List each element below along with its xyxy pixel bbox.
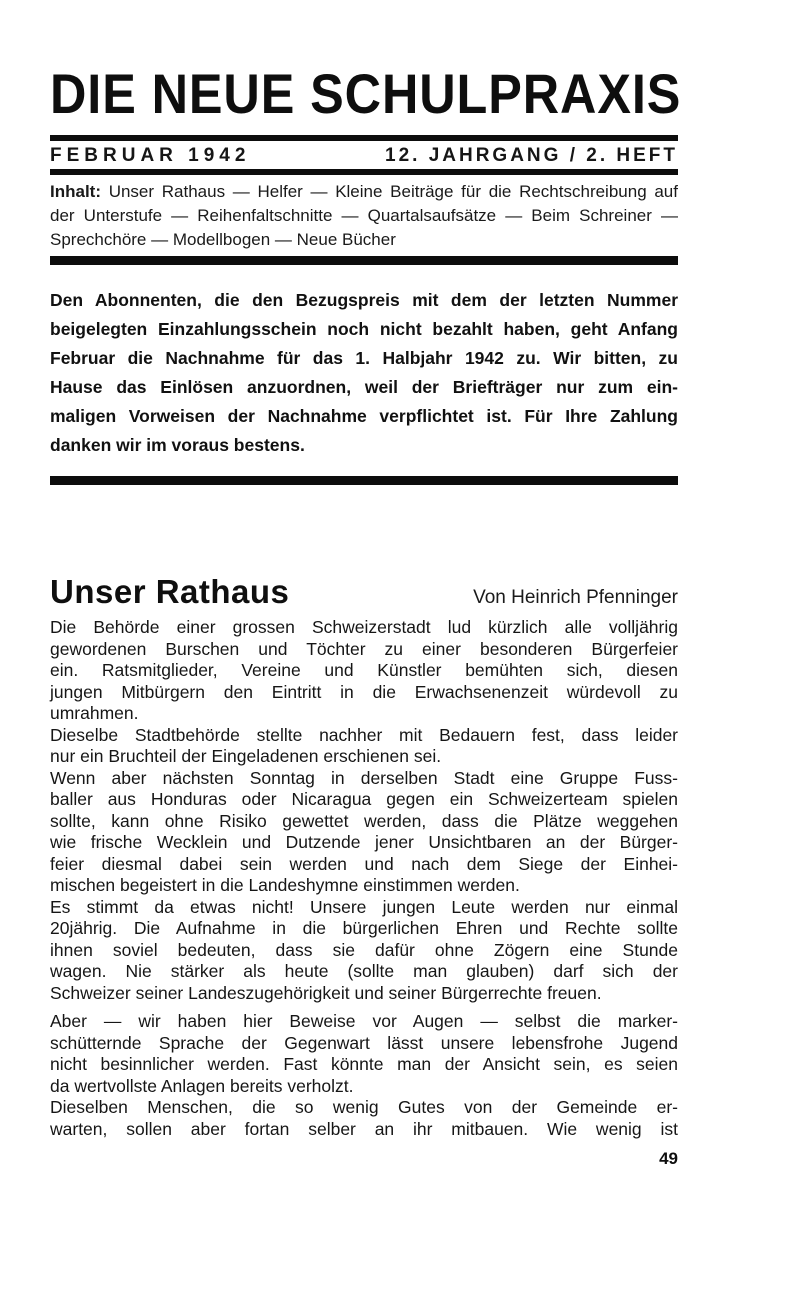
paragraph bbox=[50, 768, 678, 897]
notice-line: maligen Vorweisen der Nachnahme verpflichtet ist. Für Ihre Zahlung bbox=[50, 406, 678, 426]
article-line: ihnen soviel bedeuten, dass sie dafür ohne Zögern eine Stunde bbox=[50, 939, 678, 960]
article-line: Dieselbe Stadtbehörde stellte nachher mit Bedauern fest, dass leider bbox=[50, 724, 678, 745]
table-of-contents bbox=[50, 180, 678, 252]
article-line: sollte, kann ohne Risiko gewettet werden, dass die Plätze weggehen bbox=[50, 810, 678, 831]
article-line: Aber — wir haben hier Beweise vor Augen — selbst die marker- bbox=[50, 1011, 678, 1031]
notice-line: Februar die Nachnahme für das 1. Halbjahr 1942 zu. Wir bitten, zu bbox=[50, 348, 678, 368]
article-line: umrahmen. bbox=[50, 703, 139, 723]
paragraph bbox=[50, 617, 678, 725]
notice-line: Den Abonnenten, die den Bezugspreis mit dem der letzten Nummer bbox=[50, 290, 678, 310]
notice-line: danken wir im voraus bestens. bbox=[50, 435, 305, 455]
divider-under-issue-row bbox=[50, 169, 678, 175]
toc-line: Sprechchöre — Modellbogen — Neue Bücher bbox=[50, 230, 396, 249]
toc-line: der Unterstufe — Reihenfaltschnitte — Quartalsaufsätze — Beim Schreiner — bbox=[50, 206, 678, 225]
paragraph bbox=[50, 1097, 678, 1140]
toc-label: Inhalt: bbox=[50, 182, 101, 201]
divider-under-toc bbox=[50, 256, 678, 265]
article-title: Unser Rathaus bbox=[50, 573, 290, 610]
article-line: Schweizer seiner Landeszugehörigkeit und seiner Bürgerrechte freuen. bbox=[50, 982, 602, 1003]
divider-under-notice bbox=[50, 476, 678, 485]
article-line: nur ein Bruchteil der Eingeladenen erschienen sei. bbox=[50, 746, 442, 766]
subscription-notice bbox=[50, 286, 678, 460]
divider-under-title bbox=[50, 135, 678, 141]
article-line: jungen Mitbürgern den Eintritt in die Erwachsenenzeit würdevoll zu bbox=[50, 681, 678, 702]
magazine-title: DIE NEUE SCHULPRAXIS bbox=[50, 62, 682, 125]
article-line: nicht besinnlicher werden. Fast könnte man der Ansicht sein, es seien bbox=[50, 1054, 678, 1074]
toc-line-text: Unser Rathaus — Helfer — Kleine Beiträge für die Rechtschreibung auf bbox=[108, 182, 678, 201]
article-line: Es stimmt da etwas nicht! Unsere jungen Leute werden nur einmal bbox=[50, 896, 678, 917]
article-line: wagen. Nie stärker als heute (sollte man glauben) darf sich der bbox=[50, 961, 678, 981]
article-line: wie frische Wecklein und Dutzende jener Unsichtbaren an der Bürger- bbox=[50, 832, 678, 852]
toc-line bbox=[50, 180, 678, 204]
article-line: ein. Ratsmitglieder, Vereine und Künstler bemühten sich, diesen bbox=[50, 660, 678, 680]
article-line: gewordenen Burschen und Töchter zu einer besonderen Bürgerfeier bbox=[50, 638, 678, 659]
article-header bbox=[50, 573, 678, 611]
article-line: Wenn aber nächsten Sonntag in derselben Stadt eine Gruppe Fuss- bbox=[50, 767, 678, 788]
notice-line: Hause das Einlösen anzuordnen, weil der Briefträger nur zum ein- bbox=[50, 377, 678, 397]
article-line: schütternde Sprache der Gegenwart lässt unsere lebensfrohe Jugend bbox=[50, 1032, 678, 1053]
page-number: 49 bbox=[659, 1149, 678, 1168]
notice-line: beigelegten Einzahlungsschein noch nicht bezahlt haben, geht Anfang bbox=[50, 319, 678, 339]
magazine-page bbox=[50, 62, 682, 1169]
article-byline: Von Heinrich Pfenninger bbox=[473, 587, 678, 608]
article-line: Die Behörde einer grossen Schweizerstadt lud kürzlich alle volljährig bbox=[50, 617, 678, 637]
article-line: Dieselben Menschen, die so wenig Gutes von der Gemeinde er- bbox=[50, 1097, 678, 1117]
paragraph bbox=[50, 725, 678, 768]
issue-volume-heft: 12. JAHRGANG / 2. HEFT bbox=[385, 145, 678, 166]
paragraph bbox=[50, 897, 678, 1005]
article-line: warten, sollen aber fortan selber an ihr mitbauen. Wie wenig ist bbox=[50, 1118, 678, 1139]
issue-date: FEBRUAR 1942 bbox=[50, 145, 251, 166]
article-line: 20jährig. Die Aufnahme in die bürgerlichen Ehren und Rechte sollte bbox=[50, 918, 678, 938]
article-body bbox=[50, 617, 678, 1140]
article-line: mischen begeistert in die Landeshymne einstimmen werden. bbox=[50, 875, 520, 895]
paragraph bbox=[50, 1011, 678, 1097]
issue-row bbox=[50, 145, 678, 167]
article-line: da wertvollste Anlagen bereits verholzt. bbox=[50, 1075, 354, 1096]
article-line: baller aus Honduras oder Nicaragua gegen ein Schweizerteam spielen bbox=[50, 789, 678, 809]
article-line: feier diesmal dabei sein werden und nach dem Siege der Einhei- bbox=[50, 853, 678, 874]
